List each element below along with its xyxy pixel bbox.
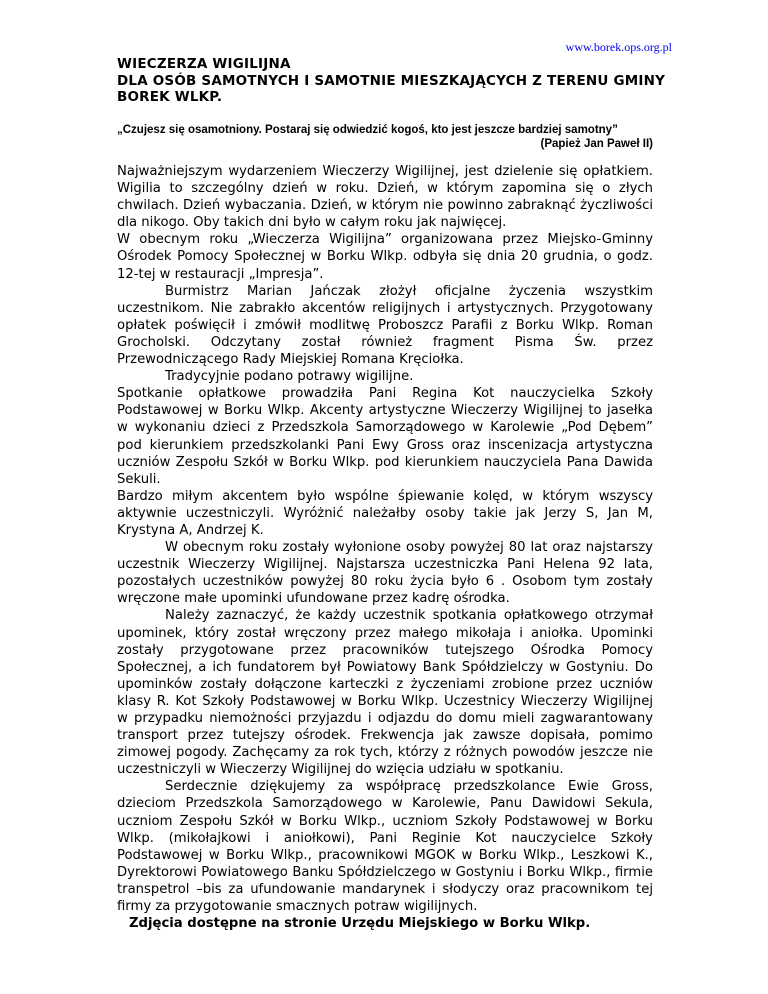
article-body	[117, 163, 653, 932]
paragraph-gifts: Należy zaznaczyć, że każdy uczestnik spotkania opłatkowego otrzymał upominek, który został wręczony przez małego mikołaja i aniołka. Upominki zostały przygotowane przez pracowników tutejszego Ośrodka Pomocy Społecznej, a ich fundatorem był Powiatowy Bank Spółdzielczy w Gostyniu. Do upominków zostały dołączone karteczki z życzeniami zrobione przez uczniów klasy R. Kot Szkoły Podstawowej w Borku Wlkp. Uczestnicy Wieczerzy Wigilijnej w przypadku niemożności przyjazdu i odjazdu do domu mieli zagwarantowany transport przez tutejszy ośrodek. Frekwencja jak zawsze dopisała, pomimo zimowej pogody. Zachęcamy za rok tych, którzy z różnych powodów jeszcze nie uczestniczyli w Wieczerzy Wigilijnej do wzięcia udziału w spotkaniu.	[117, 608, 653, 778]
paragraph-mayor: Burmistrz Marian Jańczak złożył oficjalne życzenia wszystkim uczestnikom. Nie zabrakło akcentów religijnych i artystycznych. Przygotowany opłatek poświęcił i zmówił modlitwę Proboszcz Parafii z Borku Wlkp. Roman Grocholski. Odczytany został również fragment Pisma Św. przez Przewodniczącego Rady Miejskiej Romana Kręciołka.	[117, 283, 653, 368]
quote-author: (Papież Jan Paweł II)	[540, 138, 653, 150]
paragraph-thanks: Serdecznie dziękujemy za współpracę przedszkolance Ewie Gross, dzieciom Przedszkola Samorządowego w Karolewie, Panu Dawidowi Sekula, uczniom Zespołu Szkół w Borku Wlkp., uczniom Szkoły Podstawowej w Borku Wlkp. (mikołajkowi i aniołkowi), Pani Reginie Kot nauczycielce Szkoły Podstawowej w Borku Wlkp., pracownikowi MGOK w Borku Wlkp., Leszkowi K., Dyrektorowi Powiatowego Banku Spółdzielczego w Gostyniu i Borku Wlkp., firmie transpetrol –bis za ufundowanie mandarynek i słodyczy oraz pracownikom tej firmy za przygotowanie smacznych potraw wigilijnych.	[117, 779, 653, 915]
title-line-1: WIECZERZA WIGILIJNA	[117, 56, 291, 72]
paragraph-intro: Najważniejszym wydarzeniem Wieczerzy Wigilijnej, jest dzielenie się opłatkiem. Wigilia to szczególny dzień w roku. Dzień, w którym zapomina się o złych chwilach. Dzień wybaczania. Dzień, w którym nie powinno zabraknąć życzliwości dla nikogo. Oby takich dni było w całym roku jak najwięcej.	[117, 164, 653, 231]
paragraph-dishes: Tradycyjnie podano potrawy wigilijne.	[165, 369, 414, 385]
header-url-link[interactable]: www.borek.ops.org.pl	[565, 40, 672, 54]
paragraph-carols: Bardzo miłym akcentem było wspólne śpiewanie kolęd, w którym wszyscy aktywnie uczestniczyli. Wyróżnić należałby osoby takie jak Jerzy S, Jan M, Krystyna A, Andrzej K.	[117, 488, 653, 538]
paragraph-seniors: W obecnym roku zostały wyłonione osoby powyżej 80 lat oraz najstarszy uczestnik Wieczerzy Wigilijnej. Najstarsza uczestniczka Pani Helena 92 lata, pozostałych uczestników powyżej 80 roku życia było 6 . Osobom tym zostały wręczone małe upominki ufundowane przez kadrę ośrodka.	[117, 540, 653, 607]
title-line-3: BOREK WLKP.	[117, 89, 223, 105]
paragraph-program: Spotkanie opłatkowe prowadziła Pani Regina Kot nauczycielka Szkoły Podstawowej w Borku Wlkp. Akcenty artystyczne Wieczerzy Wigilijnej to jasełka w wykonaniu dzieci z Przedszkola Samorządowego w Karolewie „Pod Dębem” pod kierunkiem przedszkolanki Pani Ewy Gross oraz inscenizacja artystyczna uczniów Zespołu Szkół w Borku Wlkp. pod kierunkiem nauczyciela Pana Dawida Sekuli.	[117, 386, 653, 487]
quote-text: „Czujesz się osamotniony. Postaraj się odwiedzić kogoś, kto jest jeszcze bardziej samotny”	[117, 124, 618, 136]
quote-block	[117, 123, 653, 151]
title-line-2: DLA OSÓB SAMOTNYCH I SAMOTNIE MIESZKAJĄCYCH Z TERENU GMINY	[117, 72, 666, 89]
paragraph-event-info: W obecnym roku „Wieczerza Wigilijna” organizowana przez Miejsko-Gminny Ośrodek Pomocy Społecznej w Borku Wlkp. odbyła się dnia 20 grudnia, o godz. 12-tej w restauracji „Impresja”.	[117, 232, 653, 282]
photos-note: Zdjęcia dostępne na stronie Urzędu Miejskiego w Borku Wlkp.	[129, 916, 591, 932]
document-title	[117, 56, 677, 106]
